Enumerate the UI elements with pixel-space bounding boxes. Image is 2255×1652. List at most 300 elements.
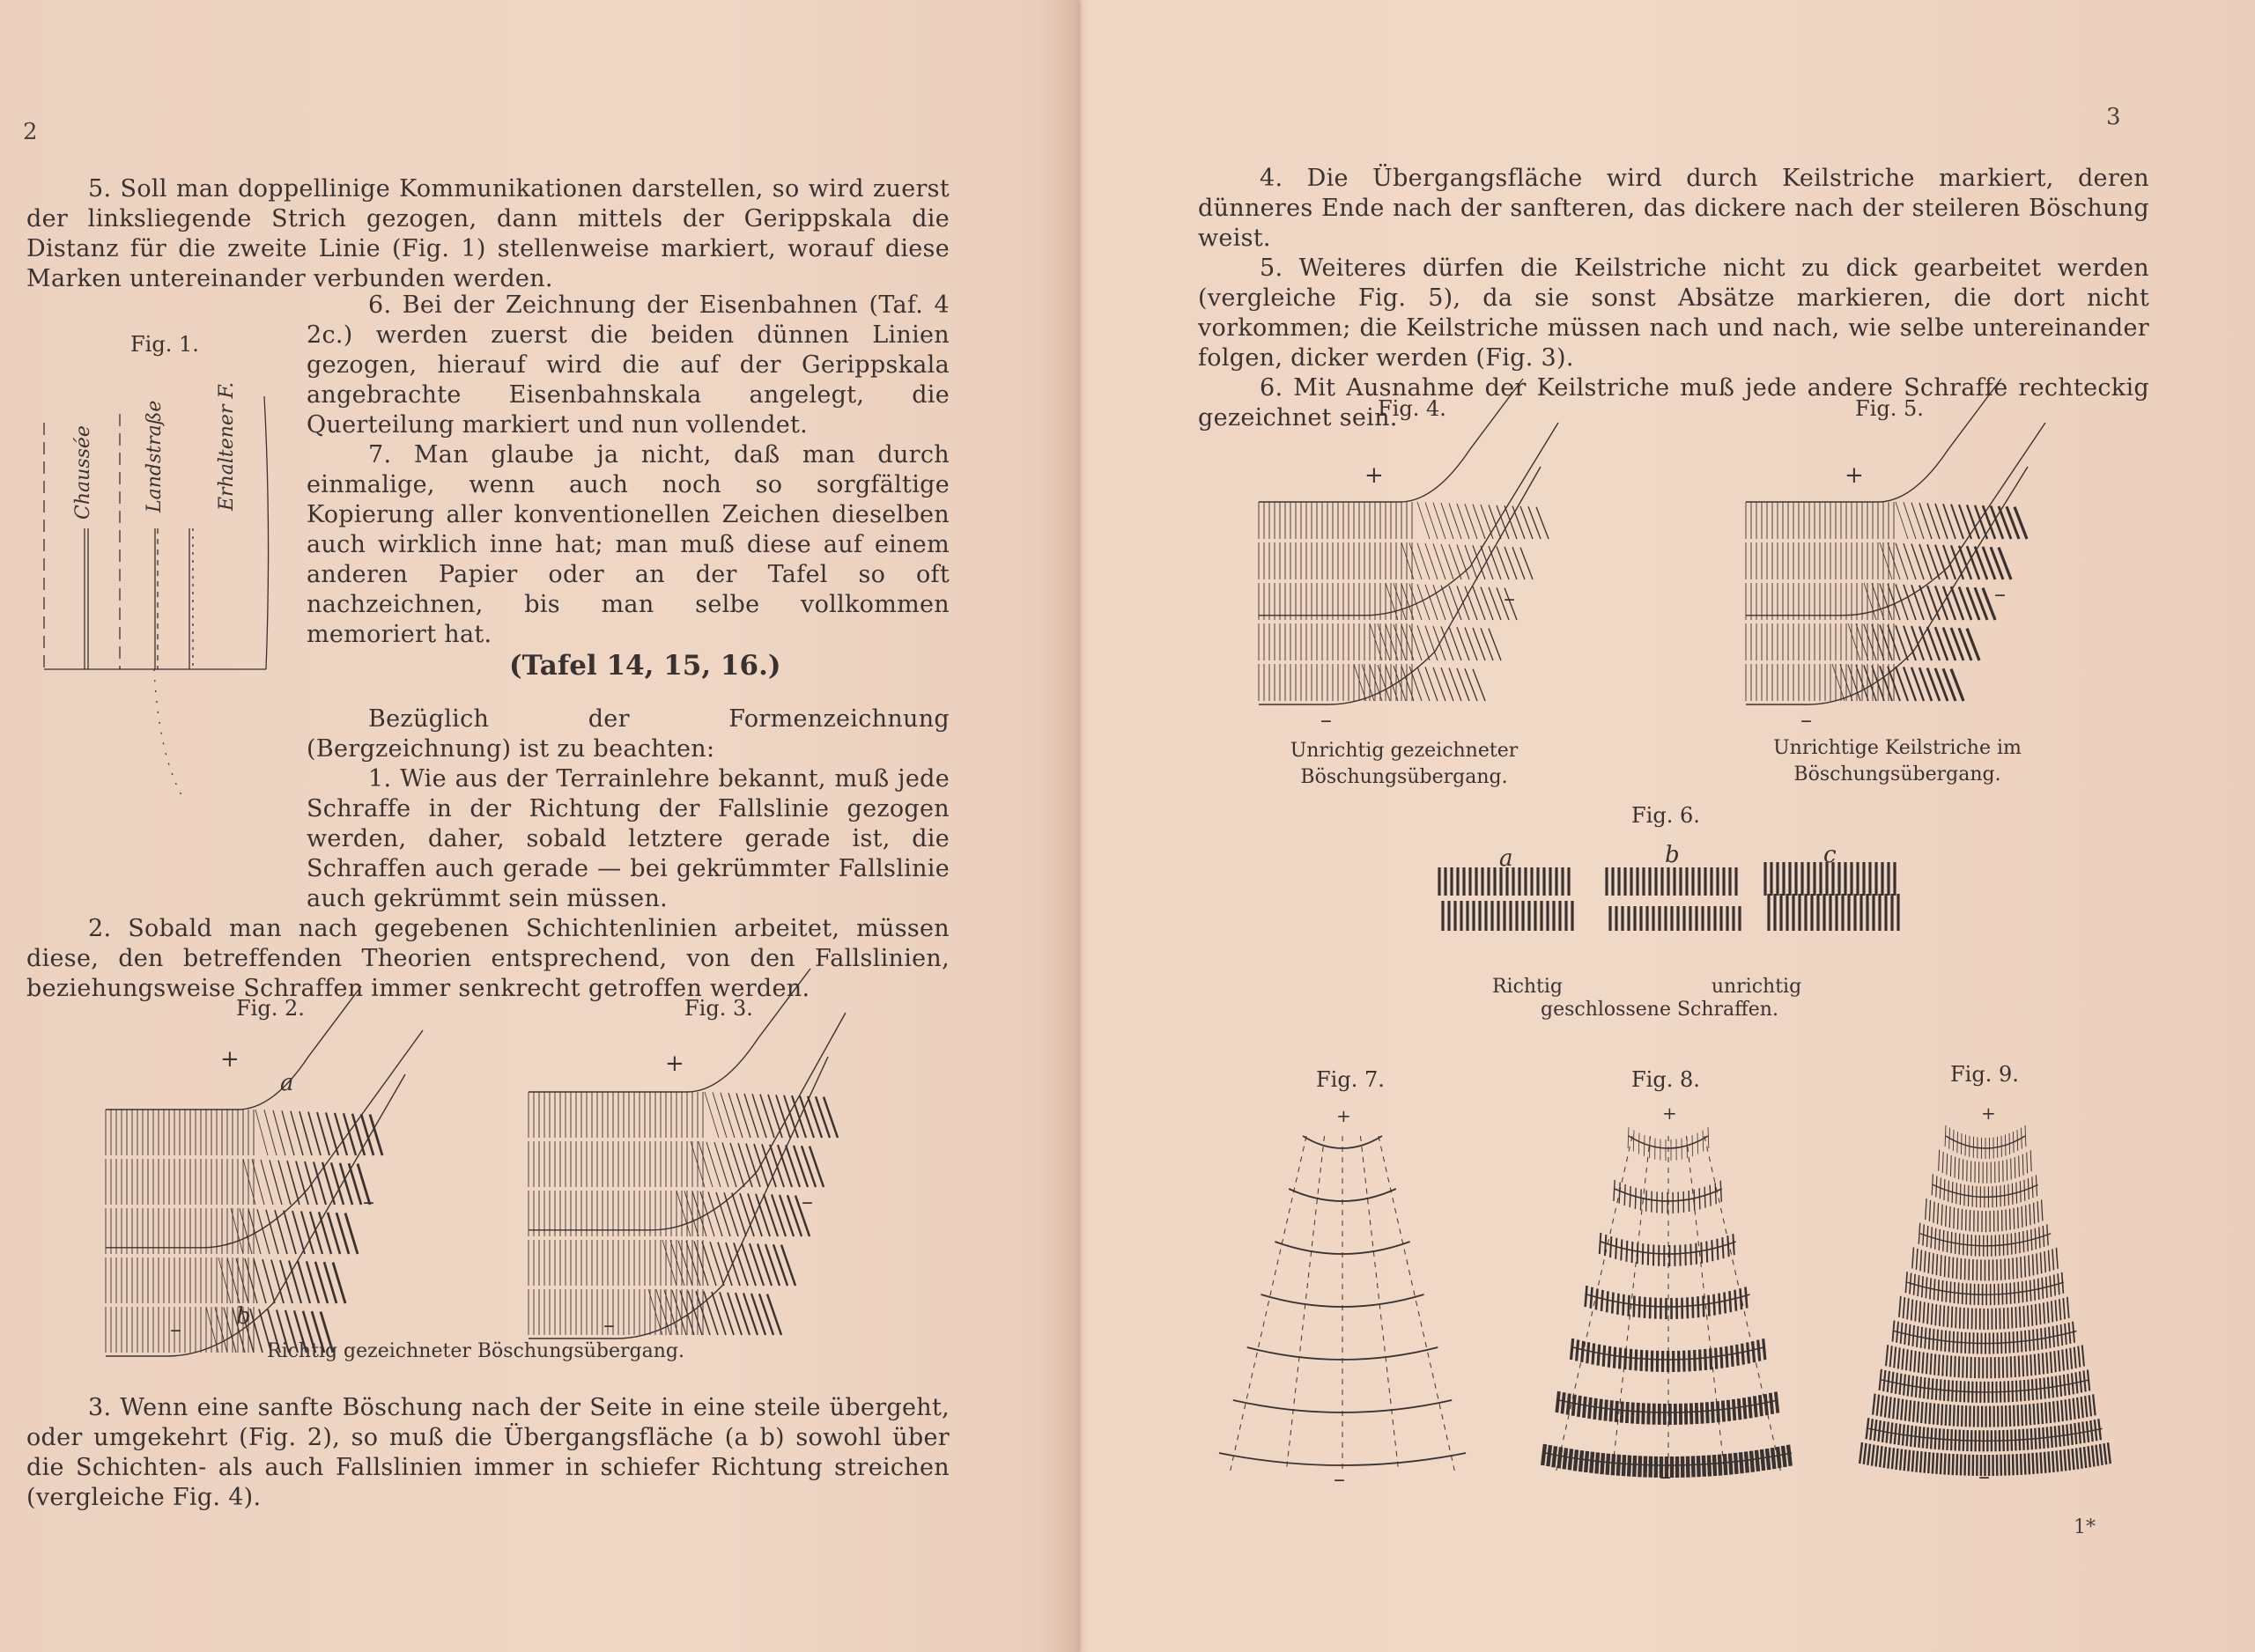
hachure-stroke (714, 1142, 728, 1187)
hachure-stroke (1771, 1393, 1772, 1414)
hachure-stroke (1628, 1127, 1629, 1148)
hachure-stroke (2034, 1404, 2035, 1425)
hachure-stroke (1528, 506, 1541, 539)
hachure-stroke (1732, 1346, 1733, 1367)
hachure-stroke (1744, 1398, 1746, 1419)
rule-4-text: 4. Die Übergangsfläche wird durch Keilstriche markiert, deren dünneres Ende nach der sanfteren, das dickere nach der steileren Böschung weist. (1198, 165, 2149, 252)
hachure-stroke (1753, 1341, 1755, 1362)
hachure-stroke (1465, 504, 1477, 539)
fig9-label: Fig. 9. (1950, 1062, 2019, 1087)
hachure-stroke (705, 1092, 719, 1138)
fig8-label: Fig. 8. (1631, 1067, 1700, 1092)
hachure-stroke (678, 1241, 692, 1286)
hachure-stroke (2021, 1454, 2022, 1475)
hachure-stroke (2061, 1400, 2063, 1421)
hachure-stroke (1725, 1292, 1726, 1313)
fig3-minus-sign: – (603, 1312, 615, 1339)
hachure-stroke (1600, 1399, 1601, 1420)
hachure-stroke (1873, 1394, 1875, 1415)
hachure-stroke (1643, 1243, 1644, 1265)
hachure-stroke (1893, 1398, 1895, 1419)
hachure-stroke (1548, 1445, 1550, 1466)
hachure-stroke (1709, 1455, 1710, 1476)
hachure-stroke (670, 1240, 684, 1286)
hachure-stroke (1705, 1349, 1706, 1370)
page-number: 2 (23, 119, 38, 145)
hachure-stroke (1939, 1354, 1940, 1375)
hachure-stroke (1894, 1346, 1896, 1368)
hachure-stroke (1481, 505, 1493, 539)
hachure-stroke (1912, 1450, 1914, 1471)
hachure-stroke (1876, 1445, 1878, 1466)
fig2-3-caption: Richtig gezeichneter Böschungsübergang. (267, 1340, 684, 1362)
hachure-stroke (1611, 1400, 1612, 1421)
hachure-stroke (2067, 1297, 2069, 1318)
hachure-stroke (1908, 1450, 1910, 1471)
hachure-stroke (728, 1293, 742, 1335)
hachure-stroke (1913, 1401, 1915, 1422)
hachure-stroke (1730, 1454, 1731, 1475)
hachure-stroke (708, 1192, 722, 1237)
hachure-stroke (1748, 1342, 1749, 1363)
hachure-stroke (1691, 1403, 1692, 1424)
hachure-stroke (1877, 1395, 1879, 1416)
hachure-stroke (1735, 1290, 1737, 1311)
fig3-diagram (529, 1030, 863, 1339)
hachure-stroke (2077, 1398, 2079, 1419)
hachure-stroke (684, 1191, 699, 1236)
hachure-stroke (1962, 1405, 1963, 1427)
hachure-stroke (1594, 1398, 1596, 1420)
hachure-stroke (2052, 1249, 2054, 1270)
hachure-stroke (2010, 1209, 2011, 1230)
hachure-stroke (1449, 504, 1461, 540)
hachure-stroke (2104, 1443, 2107, 1464)
hachure-stroke (2044, 1452, 2045, 1473)
hachure-stroke (2022, 1355, 2023, 1376)
hachure-stroke (1921, 1402, 1922, 1423)
hachure-stroke (1735, 1453, 1737, 1474)
hachure-stroke (1520, 548, 1533, 579)
hachure-stroke (1946, 1206, 1947, 1227)
hachure-stroke (2042, 1199, 2043, 1221)
hachure-stroke (2018, 1207, 2019, 1228)
hachure-stroke (1634, 1296, 1635, 1317)
hachure-stroke (1886, 1345, 1888, 1366)
hachure-stroke (1711, 1348, 1712, 1369)
hachure-stroke (1905, 1400, 1907, 1421)
hachure-stroke (1956, 1454, 1957, 1475)
hachure-stroke (786, 1146, 800, 1188)
hachure-stroke (1926, 1353, 1927, 1374)
hachure-stroke (1600, 1233, 1601, 1254)
hachure-stroke (1608, 1346, 1609, 1368)
hachure-stroke (2043, 1353, 2044, 1374)
hachure-stroke (808, 1096, 822, 1138)
page-number: 3 (2106, 104, 2121, 130)
hachure-stroke (1880, 584, 1892, 620)
hachure-stroke (1441, 667, 1453, 701)
hachure-stroke (1933, 1202, 1934, 1223)
hachure-stroke (2076, 1448, 2078, 1469)
fig2-plus-sign: + (220, 1046, 240, 1073)
hachure-stroke (1591, 1287, 1593, 1309)
hachure-stroke (1767, 1449, 1769, 1470)
hachure-stroke (1928, 1452, 1929, 1473)
hachure-stroke (738, 1143, 752, 1187)
rule-3 (26, 1393, 950, 1513)
hachure-stroke (686, 1241, 700, 1286)
hachure-stroke (672, 1290, 686, 1335)
hachure-stroke (752, 1094, 766, 1138)
hachure-stroke (2024, 1256, 2025, 1277)
hachure-stroke (1945, 1256, 1946, 1277)
hachure-stroke (1465, 545, 1477, 579)
hachure-stroke (2073, 1449, 2074, 1470)
hachure-stroke (1596, 1452, 1598, 1473)
hachure-stroke (1425, 667, 1438, 701)
hachure-stroke (1864, 583, 1876, 620)
hachure-stroke (2045, 1402, 2046, 1423)
hachure-stroke (2100, 1444, 2103, 1465)
hachure-stroke (1425, 502, 1438, 539)
hachure-stroke (1728, 1400, 1729, 1421)
hachure-stroke (2070, 1348, 2072, 1369)
hachure-stroke (1719, 1455, 1720, 1476)
hachure-stroke (1927, 1303, 1928, 1324)
fig1-road-label: Erhaltener F. (216, 381, 238, 511)
hachure-stroke (1457, 627, 1469, 660)
hachure-stroke (1441, 586, 1453, 620)
hachure-stroke (1584, 1397, 1586, 1418)
hachure-stroke (1582, 1341, 1584, 1362)
hachure-stroke (2074, 1398, 2075, 1420)
hachure-stroke (2053, 1401, 2055, 1422)
hachure-stroke (1473, 669, 1485, 701)
hachure-stroke (1612, 1293, 1613, 1314)
hachure-stroke (1607, 1291, 1608, 1312)
hachure-stroke (2084, 1447, 2086, 1468)
hachure-stroke (1912, 1247, 1914, 1268)
hachure-stroke (1905, 1272, 1907, 1293)
hachure-stroke (1945, 1125, 1946, 1147)
hachure-stroke (1737, 1345, 1739, 1366)
hachure-stroke (676, 1191, 691, 1236)
hachure-stroke (1641, 1189, 1642, 1210)
fig5-minus-sign: – (1800, 707, 1812, 734)
hachure-stroke (780, 1195, 794, 1236)
hachure-stroke (2048, 1250, 2049, 1272)
hachure-stroke (767, 1294, 781, 1335)
hachure-stroke (1918, 1401, 1919, 1422)
hachure-stroke (1559, 1447, 1561, 1468)
hachure-stroke (1760, 1395, 1762, 1416)
hachure-stroke (1512, 506, 1525, 540)
fig3-minus-sign: – (802, 1189, 813, 1215)
hachure-stroke (1934, 1354, 1935, 1375)
hachure-stroke (1587, 1342, 1589, 1363)
hachure-stroke (1622, 1402, 1623, 1423)
hachure-stroke (2037, 1404, 2038, 1425)
fig7-minus-sign: – (1334, 1466, 1345, 1493)
hachure-stroke (2074, 1347, 2076, 1368)
hachure-stroke (1473, 505, 1485, 539)
hachure-stroke (1749, 1397, 1751, 1418)
hachure-stroke (1948, 1454, 1949, 1475)
hachure-stroke (1709, 1295, 1710, 1316)
hachure-stroke (759, 1294, 773, 1335)
hachure-stroke (1746, 1287, 1748, 1308)
hachure-stroke (1915, 1301, 1917, 1322)
hachure-stroke (1931, 1353, 1932, 1375)
hachure-stroke (756, 1194, 770, 1236)
hachure-stroke (1911, 1350, 1912, 1371)
hachure-stroke (2069, 1399, 2071, 1420)
hachure-stroke (2062, 1350, 2064, 1371)
hachure-stroke (2047, 1302, 2048, 1323)
hachure-stroke (2016, 1257, 2017, 1279)
fig2-minus-sign: – (363, 1189, 374, 1215)
hachure-stroke (722, 1143, 736, 1188)
hachure-stroke (1911, 544, 1924, 580)
hachure-stroke (2056, 1248, 2058, 1269)
hachure-stroke (744, 1094, 758, 1138)
hachure-stroke (1919, 1302, 1920, 1323)
hachure-stroke (1449, 544, 1461, 579)
hachure-stroke (1900, 1449, 1902, 1471)
contour-line (529, 1057, 828, 1339)
fig2-label: Fig. 2. (236, 996, 305, 1021)
hachure-stroke (2082, 1345, 2084, 1366)
hachure-stroke (1615, 1238, 1616, 1259)
hachure-stroke (1613, 1454, 1614, 1475)
hachure-stroke (1593, 1344, 1594, 1365)
hachure-stroke (1625, 1348, 1626, 1369)
fig4-diagram (1259, 449, 1576, 713)
hachure-stroke (1890, 1346, 1892, 1367)
hachure-stroke (1578, 1396, 1580, 1417)
hachure-stroke (2029, 1255, 2030, 1276)
fig5-label: Fig. 5. (1855, 396, 1924, 421)
hachure-stroke (764, 1194, 778, 1236)
hachure-stroke (1936, 1254, 1937, 1275)
section-heading: (Tafel 14, 15, 16.) (509, 650, 781, 682)
hachure-stroke (1920, 1451, 1921, 1472)
hachure-stroke (2007, 1308, 2008, 1329)
hachure-stroke (1950, 1155, 1951, 1176)
hachure-stroke (770, 1145, 784, 1187)
fig5-minus-sign: – (1994, 581, 2006, 608)
right-page (1078, 0, 2255, 1652)
hachure-stroke (1489, 629, 1501, 660)
hachure-stroke (2017, 1454, 2018, 1475)
paragraph-5 (26, 174, 950, 294)
hachure-stroke (2032, 1254, 2033, 1275)
hachure-stroke (1623, 1455, 1624, 1476)
hachure-stroke (1758, 1340, 1760, 1361)
hachure-stroke (758, 1244, 772, 1287)
hachure-stroke (2021, 1257, 2022, 1278)
hachure-stroke (1888, 1448, 1889, 1469)
hachure-stroke (1916, 1451, 1918, 1472)
hachure-stroke (1929, 1200, 1930, 1221)
hachure-stroke (2089, 1395, 2091, 1416)
hachure-stroke (1960, 1308, 1961, 1329)
hachure-stroke (2011, 1356, 2012, 1377)
hachure-stroke (1639, 1296, 1640, 1317)
hachure-stroke (1953, 1454, 1954, 1475)
hachure-stroke (1952, 1307, 1953, 1328)
hachure-stroke (1896, 543, 1908, 579)
hachure-stroke (1586, 1286, 1587, 1307)
hachure-stroke (712, 1292, 726, 1335)
hachure-stroke (2018, 1405, 2019, 1426)
hachure-stroke (1946, 1405, 1947, 1426)
hachure-stroke (2046, 1353, 2047, 1374)
hachure-stroke (1751, 1451, 1753, 1472)
hachure-stroke (1616, 1401, 1617, 1422)
hachure-stroke (692, 1191, 706, 1236)
hachure-stroke (1481, 628, 1493, 660)
hachure-stroke (1520, 506, 1533, 539)
hachure-stroke (732, 1193, 746, 1236)
hachure-stroke (1911, 1300, 1913, 1321)
hachure-stroke (2108, 1442, 2111, 1464)
fig9-diagram (1853, 1118, 2118, 1471)
hachure-stroke (1957, 1405, 1958, 1427)
hachure-stroke (2027, 1355, 2028, 1376)
hachure-stroke (1741, 1288, 1742, 1309)
hachure-stroke (1417, 625, 1430, 660)
hachure-stroke (1727, 1235, 1728, 1257)
hachure-stroke (1733, 1234, 1734, 1255)
hachure-stroke (1701, 1243, 1702, 1264)
hachure-stroke (1881, 1396, 1882, 1417)
rule-5-text: 5. Weiteres dürfen die Keilstriche nicht zu dick gearbeitet werden (vergleiche Fig. 5), da sie sonst Absätze markieren, die dort nicht vorkommen; die Keilstriche müssen nach und nach, wie selbe untereinander folgen, dicker werden (Fig. 3). (1198, 254, 2149, 372)
hachure-stroke (736, 1293, 750, 1335)
hachure-stroke (2059, 1350, 2060, 1371)
fig6-part-label: c (1823, 842, 1837, 868)
hachure-stroke (1945, 1454, 1946, 1475)
fig2-minus-sign: – (170, 1316, 181, 1343)
hachure-stroke (1776, 1392, 1778, 1413)
hachure-stroke (1716, 1348, 1717, 1369)
hachure-stroke (1441, 626, 1453, 660)
hachure-stroke (1617, 1294, 1618, 1315)
fig7-label: Fig. 7. (1316, 1067, 1385, 1092)
hachure-stroke (1598, 1345, 1600, 1366)
hachure-stroke (2030, 1150, 2031, 1171)
hachure-stroke (1699, 1188, 1700, 1209)
hachure-stroke (1955, 1356, 1956, 1377)
hachure-stroke (1765, 1394, 1767, 1415)
hachure-stroke (1867, 1418, 1869, 1439)
hachure-stroke (1562, 1392, 1564, 1413)
hachure-stroke (1621, 1239, 1622, 1260)
hachure-stroke (1630, 1349, 1631, 1370)
hachure-stroke (662, 1240, 676, 1286)
hachure-stroke (1618, 1455, 1619, 1476)
hachure-stroke (1721, 1347, 1722, 1368)
hachure-stroke (1632, 1242, 1633, 1263)
hachure-stroke (1961, 1258, 1962, 1280)
hachure-stroke (1706, 1242, 1707, 1263)
hachure-stroke (1481, 546, 1493, 579)
hachure-stroke (2022, 1154, 2023, 1176)
fig9-plus-sign: + (1981, 1103, 1996, 1124)
hachure-stroke (1614, 1347, 1615, 1368)
hachure-stroke (1433, 667, 1445, 701)
hachure-stroke (1697, 1132, 1698, 1154)
hachure-stroke (1512, 547, 1525, 579)
hachure-stroke (2093, 1394, 2095, 1415)
hachure-stroke (728, 1093, 743, 1138)
hachure-stroke (2012, 1307, 2013, 1328)
hachure-stroke (1700, 1349, 1701, 1370)
hachure-stroke (1898, 1347, 1900, 1368)
hachure-stroke (2052, 1451, 2054, 1472)
hachure-stroke (2014, 1208, 2015, 1229)
hachure-stroke (2066, 1399, 2067, 1420)
hachure-stroke (2038, 1353, 2039, 1375)
hachure-stroke (1614, 1180, 1615, 1201)
hachure-stroke (1939, 1150, 1940, 1171)
hachure-stroke (1904, 502, 1916, 539)
hachure-stroke (802, 1146, 816, 1187)
hachure-stroke (2036, 1304, 2037, 1325)
fig6-caption: geschlossene Schraffen. (1541, 999, 1778, 1021)
hachure-stroke (1916, 1249, 1918, 1270)
hachure-stroke (694, 1242, 708, 1287)
hachure-stroke (1619, 1183, 1620, 1204)
hachure-stroke (2013, 1454, 2014, 1475)
hachure-stroke (2031, 1305, 2032, 1326)
hachure-stroke (1596, 1288, 1598, 1309)
hachure-stroke (1571, 1339, 1573, 1360)
hachure-stroke (1433, 585, 1445, 620)
hachure-stroke (1626, 1241, 1627, 1262)
hachure-stroke (1742, 1344, 1744, 1365)
intro-paragraph (307, 704, 950, 764)
hachure-stroke (2049, 1451, 2050, 1472)
hachure-stroke (2013, 1257, 2014, 1279)
hachure-stroke (1441, 503, 1453, 539)
hachure-stroke (1641, 1350, 1642, 1371)
hachure-stroke (1928, 1252, 1929, 1273)
hachure-stroke (1756, 1450, 1758, 1471)
hachure-stroke (1425, 543, 1438, 579)
hachure-stroke (1602, 1453, 1603, 1474)
hachure-stroke (2092, 1446, 2094, 1467)
paragraph-6 (307, 291, 950, 650)
fig3-plus-sign: + (665, 1051, 684, 1077)
hachure-stroke (2019, 1155, 2020, 1176)
hachure-stroke (1942, 1355, 1943, 1376)
hachure-stroke (1950, 1356, 1951, 1377)
hachure-stroke (1949, 1206, 1950, 1228)
hachure-stroke (1441, 544, 1453, 579)
hachure-stroke (1690, 1243, 1691, 1265)
hachure-stroke (1720, 1181, 1721, 1202)
hachure-stroke (1907, 1298, 1909, 1319)
fig7-plus-sign: + (1336, 1105, 1351, 1126)
hachure-stroke (1580, 1450, 1582, 1471)
hachure-stroke (1832, 664, 1845, 701)
hachure-stroke (1906, 1349, 1908, 1370)
hachure-stroke (1932, 1174, 1933, 1195)
hachure-stroke (1936, 1453, 1937, 1474)
hachure-stroke (1564, 1448, 1566, 1469)
